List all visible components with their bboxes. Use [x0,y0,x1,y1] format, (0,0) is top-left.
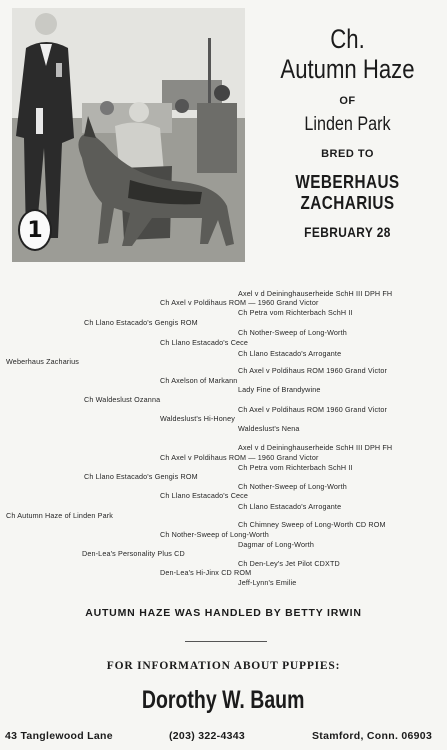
divider [185,641,267,642]
pedigree-entry: Ch Llano Estacado's Cece [160,491,249,500]
pedigree-entry: Ch Llano Estacado's Cece [160,338,249,347]
handler-credit: AUTUMN HAZE WAS HANDLED BY BETTY IRWIN [85,607,362,619]
pedigree-entry: Ch Petra vom Richterbach SchH II [238,308,353,317]
title-prefix: Ch. [330,24,365,54]
pedigree-subject: Weberhaus Zacharius [6,357,80,366]
pedigree-entry: Ch Axel v Poldihaus ROM — 1960 Grand Victor [160,298,319,307]
owner-name [0,686,447,715]
show-photo [12,8,245,262]
breeding-date: FEBRUARY 28 [304,224,391,240]
sire-name-line1: WEBERHAUS [295,172,400,192]
pedigree-entry: Ch Waldeslust Ozanna [84,395,161,404]
pedigree-entry: Ch Petra vom Richterbach SchH II [238,463,353,472]
pedigree-entry: Ch Llano Estacado's Gengis ROM [84,318,198,327]
puppy-info-heading: FOR INFORMATION ABOUT PUPPIES: [106,660,341,672]
pedigree-entry: Axel v d Deininghauserheide SchH III DPH FH [238,289,393,298]
pedigree-entry: Jeff-Lynn's Emilie [238,578,297,587]
pedigree-entry: Axel v d Deininghauserheide SchH III DPH FH [238,443,393,452]
street-address: 43 Tanglewood Lane [5,730,113,742]
pedigree-entry: Den-Lea's Hi-Jinx CD ROM [160,568,252,577]
pedigree-entry: Ch Axel v Poldihaus ROM 1960 Grand Victor [238,405,388,414]
bred-to-label: BRED TO [321,148,374,160]
title-of: OF [339,95,356,107]
pedigree-subject: Ch Autumn Haze of Linden Park [6,511,114,520]
pedigree-entry: Ch Chimney Sweep of Long-Worth CD ROM [238,520,386,529]
pedigree-entry: Ch Axel v Poldihaus ROM 1960 Grand Victor [238,366,388,375]
pedigree-entry: Ch Llano Estacado's Gengis ROM [84,472,198,481]
pedigree-entry: Ch Nother-Sweep of Long-Worth [238,328,347,337]
pedigree-entry: Ch Llano Estacado's Arrogante [238,502,342,511]
placement-badge: 1 [18,209,52,251]
pedigree-entry: Dagmar of Long-Worth [238,540,314,549]
dam-name: Autumn Haze [280,54,415,84]
pedigree-entry: Ch Nother-Sweep of Long-Worth [238,482,347,491]
owner-name-text: Dorothy W. Baum [142,686,305,714]
pedigree-entry: Den-Lea's Personality Plus CD [82,549,185,558]
sire-name-line2: ZACHARIUS [300,193,395,213]
pedigree-entry: Ch Axelson of Markann [160,376,238,385]
pedigree-entry: Ch Axel v Poldihaus ROM — 1960 Grand Victor [160,453,319,462]
pedigree-entry: Lady Fine of Brandywine [238,385,321,394]
pedigree-entry: Waldeslust's Nena [238,424,300,433]
title-block [250,22,445,240]
phone-number: (203) 322-4343 [169,730,246,742]
city-state-zip: Stamford, Conn. 06903 [312,730,433,742]
pedigree-entry: Ch Den-Ley's Jet Pilot CDXTD [238,559,340,568]
pedigree-entry: Waldeslust's Hi-Honey [160,414,235,423]
pedigree-entry: Ch Nother-Sweep of Long-Worth [160,530,269,539]
kennel-name: Linden Park [304,114,391,135]
pedigree-entry: Ch Llano Estacado's Arrogante [238,349,342,358]
